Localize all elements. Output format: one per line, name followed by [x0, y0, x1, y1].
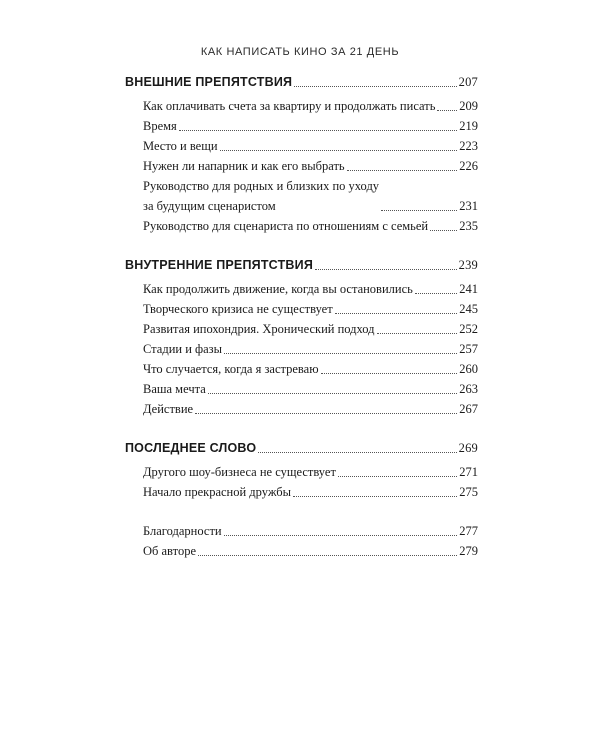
toc-entry-title	[143, 176, 379, 216]
section-heading-title: ПОСЛЕДНЕЕ СЛОВО	[125, 441, 257, 455]
section-page-number: 207	[458, 75, 478, 89]
toc-entry	[125, 379, 478, 399]
toc-entry	[125, 319, 478, 339]
toc-entry	[125, 156, 478, 176]
leader-dots	[293, 496, 457, 497]
leader-dots	[258, 452, 456, 453]
leader-dots	[294, 86, 456, 87]
leader-dots	[224, 535, 458, 536]
toc-entry-page-number: 257	[459, 342, 478, 356]
toc-entry	[125, 216, 478, 236]
toc-entry-title: Творческого кризиса не существует	[143, 302, 333, 316]
toc-entry-title: Действие	[143, 402, 194, 416]
toc-entry-title: Стадии и фазы	[143, 342, 222, 356]
toc-entry-page-number: 235	[459, 219, 478, 233]
toc-entry-title: Об авторе	[143, 544, 196, 558]
toc-entry-page-number: 277	[459, 524, 478, 538]
leader-dots	[315, 269, 457, 270]
leader-dots	[437, 110, 457, 111]
toc-entry-title: Благодарности	[143, 524, 222, 538]
leader-dots	[338, 476, 457, 477]
toc-entry	[125, 96, 478, 116]
toc-entry	[125, 521, 478, 541]
toc-entry-title: Развитая ипохондрия. Хронический подход	[143, 322, 375, 336]
toc-entry-title: Время	[143, 119, 177, 133]
toc-entry-page-number: 241	[459, 282, 478, 296]
toc-entry	[125, 482, 478, 502]
leader-dots	[321, 373, 458, 374]
toc-entry	[125, 399, 478, 419]
toc-section-heading	[125, 438, 478, 458]
leader-dots	[208, 393, 457, 394]
toc-entry	[125, 136, 478, 156]
toc-entry-title: Как оплачивать счета за квартиру и продолжать писать	[143, 99, 436, 113]
toc-entry-title: Руководство для сценариста по отношениям с семьей	[143, 219, 429, 233]
toc-entry-page-number: 263	[459, 382, 478, 396]
toc-entry	[125, 462, 478, 482]
leader-dots	[381, 210, 457, 211]
toc-entry-page-number: 252	[459, 322, 478, 336]
leader-dots	[195, 413, 457, 414]
toc-entry	[125, 339, 478, 359]
leader-dots	[377, 333, 458, 334]
toc-back-matter	[125, 521, 478, 561]
toc-entry-title: Другого шоу-бизнеса не существует	[143, 465, 336, 479]
toc-entry-page-number: 231	[459, 199, 478, 213]
toc-entry	[125, 359, 478, 379]
toc-entry-title: Что случается, когда я застреваю	[143, 362, 319, 376]
toc-entry-page-number: 260	[459, 362, 478, 376]
toc-entry-page-number: 219	[459, 119, 478, 133]
toc-entry-title-line: Руководство для родных и близких по уходу	[143, 179, 380, 193]
toc-entry-title: Как продолжить движение, когда вы остановились	[143, 282, 413, 296]
toc-entry-title: Место и вещи	[143, 139, 218, 153]
toc-entry	[125, 279, 478, 299]
leader-dots	[335, 313, 458, 314]
section-heading-title: ВНЕШНИЕ ПРЕПЯТСТВИЯ	[125, 75, 293, 89]
toc-entry-page-number: 279	[459, 544, 478, 558]
toc-section-last-word	[125, 438, 478, 502]
toc-section-internal-obstacles	[125, 255, 478, 419]
toc-entry-title: Нужен ли напарник и как его выбрать	[143, 159, 345, 173]
toc-entry	[125, 299, 478, 319]
leader-dots	[224, 353, 457, 354]
section-page-number: 239	[458, 258, 478, 272]
table-of-contents	[125, 72, 478, 580]
toc-section-heading	[125, 72, 478, 92]
toc-entry-page-number: 223	[459, 139, 478, 153]
section-page-number: 269	[458, 441, 478, 455]
leader-dots	[179, 130, 457, 131]
toc-entry-title: Ваша мечта	[143, 382, 206, 396]
toc-section-external-obstacles	[125, 72, 478, 236]
leader-dots	[220, 150, 458, 151]
toc-entry	[125, 176, 478, 216]
leader-dots	[430, 230, 457, 231]
toc-entry-page-number: 226	[459, 159, 478, 173]
toc-section-heading	[125, 255, 478, 275]
running-header: КАК НАПИСАТЬ КИНО ЗА 21 ДЕНЬ	[200, 46, 400, 58]
leader-dots	[347, 170, 458, 171]
toc-entry-page-number: 271	[459, 465, 478, 479]
leader-dots	[415, 293, 457, 294]
toc-entry-page-number: 267	[459, 402, 478, 416]
toc-entry	[125, 541, 478, 561]
toc-entry-title: Начало прекрасной дружбы	[143, 485, 292, 499]
toc-entry	[125, 116, 478, 136]
toc-entry-page-number: 275	[459, 485, 478, 499]
section-heading-title: ВНУТРЕННИЕ ПРЕПЯТСТВИЯ	[125, 258, 313, 272]
leader-dots	[198, 555, 457, 556]
toc-entry-page-number: 245	[459, 302, 478, 316]
toc-entry-page-number: 209	[459, 99, 478, 113]
toc-entry-title-line: за будущим сценаристом	[143, 199, 276, 213]
